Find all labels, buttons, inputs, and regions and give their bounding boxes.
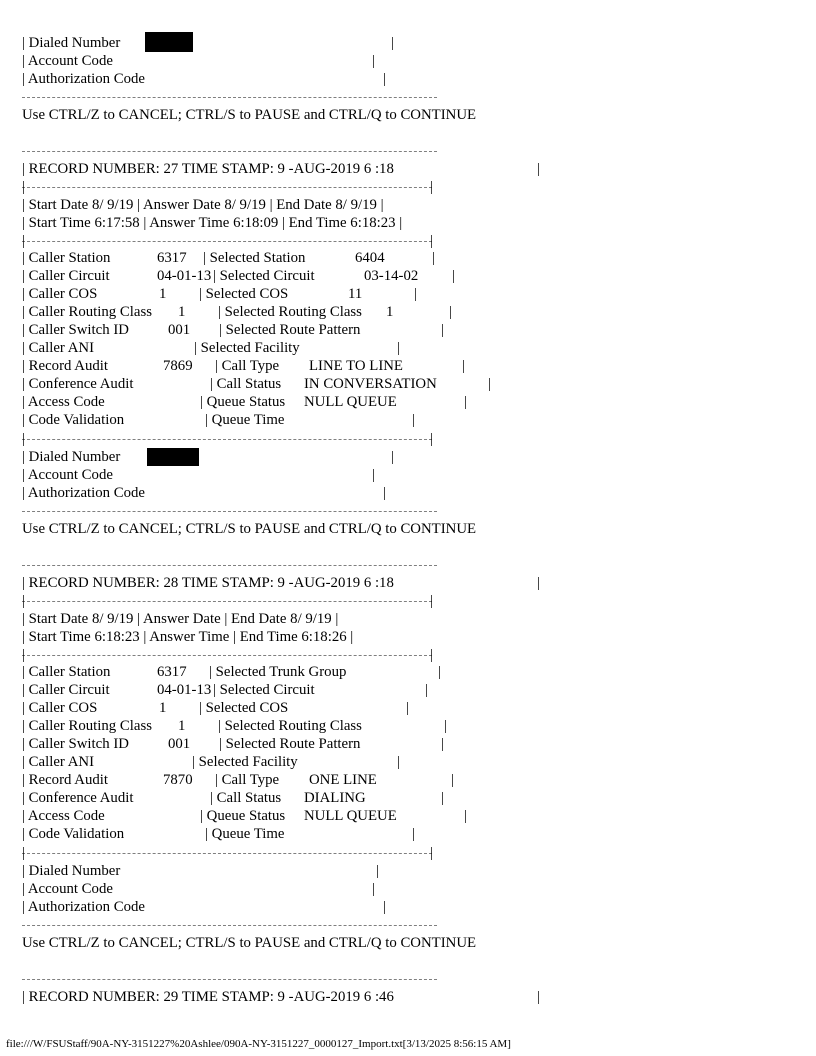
field-value: DIALING xyxy=(304,790,366,806)
field-value: LINE TO LINE xyxy=(309,358,403,374)
field-value: 04-01-13 xyxy=(157,682,212,698)
row-end-pipe: | xyxy=(412,412,415,428)
file-path-footer: file:///W/FSUStaff/90A-NY-3151227%20Ashlee/090A-NY-3151227_0000127_Import.txt[3/13/2025 8:56:15 AM] xyxy=(6,1038,511,1050)
row-end-pipe: | xyxy=(430,845,433,861)
record-header: | RECORD NUMBER: 28 TIME STAMP: 9 -AUG-2019 6 :18 xyxy=(22,575,394,591)
section-separator: | xyxy=(22,647,25,663)
field-label: | Selected Routing Class xyxy=(218,718,362,734)
row-end-pipe: | xyxy=(449,304,452,320)
row-end-pipe: | xyxy=(372,53,375,69)
row-end-pipe: | xyxy=(383,485,386,501)
field-label: | Caller ANI xyxy=(22,340,94,356)
row-end-pipe: | xyxy=(425,682,428,698)
account-code-label: | Account Code xyxy=(22,881,113,897)
row-end-pipe: | xyxy=(464,394,467,410)
field-value: ONE LINE xyxy=(309,772,377,788)
instruction-line: Use CTRL/Z to CANCEL; CTRL/S to PAUSE and CTRL/Q to CONTINUE xyxy=(22,107,477,123)
row-end-pipe: | xyxy=(430,179,433,195)
row-end-pipe: | xyxy=(372,881,375,897)
row-end-pipe: | xyxy=(406,700,409,716)
field-label: | Caller Circuit xyxy=(22,682,110,698)
row-end-pipe: | xyxy=(441,736,444,752)
field-label: | Code Validation xyxy=(22,412,125,428)
field-label: | Access Code xyxy=(22,808,105,824)
field-value: IN CONVERSATION xyxy=(304,376,437,392)
row-end-pipe: | xyxy=(383,899,386,915)
redaction-box xyxy=(147,448,199,466)
row-end-pipe: | xyxy=(414,286,417,302)
row-end-pipe: | xyxy=(372,467,375,483)
field-label: | Selected Circuit xyxy=(213,268,315,284)
field-label: | Conference Audit xyxy=(22,376,134,392)
section-separator: | xyxy=(22,431,25,447)
field-label: | Call Status xyxy=(210,376,282,392)
field-label: | Selected Route Pattern xyxy=(219,736,361,752)
field-label: | Selected Routing Class xyxy=(218,304,362,320)
divider xyxy=(22,853,432,854)
field-label: | Record Audit xyxy=(22,358,108,374)
field-label: | Selected Route Pattern xyxy=(219,322,361,338)
authorization-code-label: | Authorization Code xyxy=(22,71,145,87)
field-label: | Selected Circuit xyxy=(213,682,315,698)
divider xyxy=(22,565,437,566)
row-end-pipe: | xyxy=(397,340,400,356)
section-separator: | xyxy=(22,593,25,609)
field-label: | Caller Switch ID xyxy=(22,736,129,752)
start-time-row: | Start Time 6:18:23 | Answer Time | End Time 6:18:26 | xyxy=(22,629,354,645)
row-end-pipe: | xyxy=(452,268,455,284)
divider xyxy=(22,97,437,98)
divider xyxy=(22,511,437,512)
instruction-line: Use CTRL/Z to CANCEL; CTRL/S to PAUSE and CTRL/Q to CONTINUE xyxy=(22,521,477,537)
field-label: | Caller Station xyxy=(22,664,111,680)
field-label: | Call Type xyxy=(215,772,280,788)
divider xyxy=(22,601,432,602)
field-value: 001 xyxy=(168,736,191,752)
row-end-pipe: | xyxy=(441,322,444,338)
field-label: | Caller Routing Class xyxy=(22,718,152,734)
section-separator: | xyxy=(22,845,25,861)
row-end-pipe: | xyxy=(397,754,400,770)
field-value: 7870 xyxy=(163,772,193,788)
row-end-pipe: | xyxy=(430,593,433,609)
row-end-pipe: | xyxy=(537,575,540,591)
row-end-pipe: | xyxy=(488,376,491,392)
field-label: | Call Status xyxy=(210,790,282,806)
row-end-pipe: | xyxy=(391,449,394,465)
row-end-pipe: | xyxy=(444,718,447,734)
field-value: 04-01-13 xyxy=(157,268,212,284)
field-value: 001 xyxy=(168,322,191,338)
field-value: 7869 xyxy=(163,358,193,374)
field-label: | Queue Status xyxy=(200,808,286,824)
authorization-code-label: | Authorization Code xyxy=(22,485,145,501)
field-value: 11 xyxy=(348,286,363,302)
field-label: | Call Type xyxy=(215,358,280,374)
field-value: 1 xyxy=(386,304,394,320)
account-code-label: | Account Code xyxy=(22,53,113,69)
divider xyxy=(22,187,432,188)
field-label: | Caller Circuit xyxy=(22,268,110,284)
row-end-pipe: | xyxy=(441,790,444,806)
dialed-number-label: | Dialed Number xyxy=(22,863,121,879)
row-end-pipe: | xyxy=(451,772,454,788)
divider xyxy=(22,925,437,926)
dialed-number-label: | Dialed Number xyxy=(22,449,121,465)
start-date-row: | Start Date 8/ 9/19 | Answer Date 8/ 9/19 | End Date 8/ 9/19 | xyxy=(22,197,384,213)
field-value: 1 xyxy=(159,286,167,302)
row-end-pipe: | xyxy=(412,826,415,842)
field-label: | Conference Audit xyxy=(22,790,134,806)
row-end-pipe: | xyxy=(383,71,386,87)
field-label: | Selected COS xyxy=(199,700,289,716)
divider xyxy=(22,979,437,980)
field-value: NULL QUEUE xyxy=(304,808,397,824)
divider xyxy=(22,439,432,440)
row-end-pipe: | xyxy=(391,35,394,51)
field-value: 1 xyxy=(178,304,186,320)
field-value: 6317 xyxy=(157,250,187,266)
field-value: 1 xyxy=(178,718,186,734)
row-end-pipe: | xyxy=(438,664,441,680)
record-header: | RECORD NUMBER: 27 TIME STAMP: 9 -AUG-2019 6 :18 xyxy=(22,161,394,177)
field-label: | Queue Time xyxy=(205,826,285,842)
field-label: | Selected COS xyxy=(199,286,289,302)
field-label: | Caller COS xyxy=(22,700,98,716)
field-label: | Selected Trunk Group xyxy=(209,664,347,680)
row-end-pipe: | xyxy=(432,250,435,266)
field-value: 03-14-02 xyxy=(364,268,419,284)
field-label: | Code Validation xyxy=(22,826,125,842)
field-label: | Selected Facility xyxy=(194,340,300,356)
field-value: 6317 xyxy=(157,664,187,680)
divider xyxy=(22,241,432,242)
field-label: | Queue Time xyxy=(205,412,285,428)
redaction-box xyxy=(145,32,193,52)
field-label: | Selected Facility xyxy=(192,754,298,770)
field-value: 6404 xyxy=(355,250,385,266)
section-separator: | xyxy=(22,179,25,195)
row-end-pipe: | xyxy=(462,358,465,374)
instruction-line: Use CTRL/Z to CANCEL; CTRL/S to PAUSE and CTRL/Q to CONTINUE xyxy=(22,935,477,951)
row-end-pipe: | xyxy=(376,863,379,879)
account-code-label: | Account Code xyxy=(22,467,113,483)
divider xyxy=(22,151,437,152)
row-end-pipe: | xyxy=(430,431,433,447)
row-end-pipe: | xyxy=(537,161,540,177)
field-label: | Caller Switch ID xyxy=(22,322,129,338)
row-end-pipe: | xyxy=(464,808,467,824)
field-label: | Caller Station xyxy=(22,250,111,266)
row-end-pipe: | xyxy=(537,989,540,1005)
field-label: | Access Code xyxy=(22,394,105,410)
field-label: | Caller Routing Class xyxy=(22,304,152,320)
field-value: 1 xyxy=(159,700,167,716)
authorization-code-label: | Authorization Code xyxy=(22,899,145,915)
record-header: | RECORD NUMBER: 29 TIME STAMP: 9 -AUG-2019 6 :46 xyxy=(22,989,394,1005)
start-time-row: | Start Time 6:17:58 | Answer Time 6:18:09 | End Time 6:18:23 | xyxy=(22,215,403,231)
dialed-number-label: | Dialed Number xyxy=(22,35,121,51)
section-separator: | xyxy=(22,233,25,249)
row-end-pipe: | xyxy=(430,647,433,663)
start-date-row: | Start Date 8/ 9/19 | Answer Date | End Date 8/ 9/19 | xyxy=(22,611,339,627)
field-label: | Queue Status xyxy=(200,394,286,410)
field-value: NULL QUEUE xyxy=(304,394,397,410)
field-label: | Caller ANI xyxy=(22,754,94,770)
field-label: | Selected Station xyxy=(203,250,306,266)
row-end-pipe: | xyxy=(430,233,433,249)
field-label: | Record Audit xyxy=(22,772,108,788)
field-label: | Caller COS xyxy=(22,286,98,302)
divider xyxy=(22,655,432,656)
